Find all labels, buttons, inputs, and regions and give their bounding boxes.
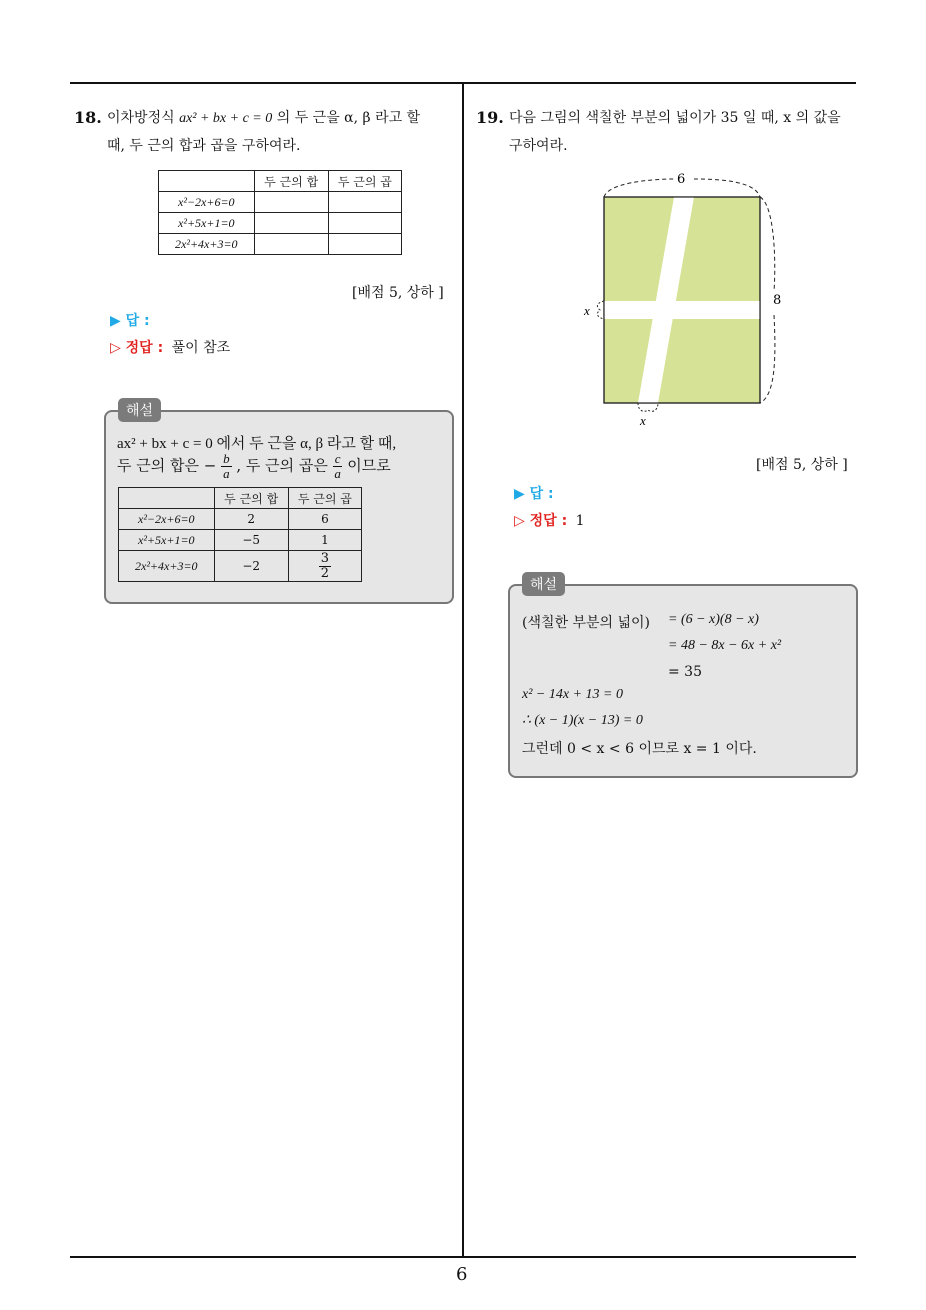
q19-text-line1: 다음 그림의 색칠한 부분의 넓이가 35 일 때, x 의 값을 <box>509 110 841 126</box>
q18-text-pre: 이차방정식 <box>107 110 175 126</box>
page-number: 6 <box>456 1264 468 1285</box>
q19-score: [배점 5, 상하 ] <box>756 457 848 473</box>
q18-table-prod-cell <box>328 213 401 234</box>
bottom-brace <box>638 403 658 411</box>
q18-text-line2: 때, 두 근의 합과 곱을 구하여라. <box>107 138 301 154</box>
q18-sol-table-header-sum: 두 근의 합 <box>214 488 288 509</box>
q18-table-header-prod: 두 근의 곱 <box>328 171 401 192</box>
q18-sol-prod <box>288 551 361 582</box>
q18-table-eq: 2x²+4x+3=0 <box>159 234 255 255</box>
table-row <box>159 192 402 213</box>
horizontal-strip <box>604 301 760 319</box>
q19-solution-tag: 해설 <box>522 572 565 596</box>
fraction-denominator: a <box>334 466 341 481</box>
q18-text-line1 <box>107 104 420 133</box>
q18-sol-sum: −2 <box>214 551 288 582</box>
q18-sol-eq: 2x²+4x+3=0 <box>119 551 215 582</box>
q18-solution-tag: 해설 <box>118 398 161 422</box>
q18-text-post: 의 두 근을 α, β 라고 할 <box>276 110 421 126</box>
q18-table-corner <box>159 171 255 192</box>
q19-correct <box>514 510 585 530</box>
q18-solution-line2 <box>117 452 391 481</box>
q18-prod-fraction <box>333 452 343 481</box>
q18-solution-line1: ax² + bx + c = 0 에서 두 근을 α, β 라고 할 때, <box>117 436 397 452</box>
q19-solution-line5: ∴ (x − 1)(x − 13) = 0 <box>522 713 643 728</box>
q18-sol-sum: −5 <box>214 530 288 551</box>
q18-table-prod-cell <box>328 234 401 255</box>
q19-solution-line6: 그런데 0 < x < 6 이므로 x = 1 이다. <box>522 741 757 757</box>
q18-number: 18. <box>74 108 102 127</box>
label-x-bottom: x <box>640 413 646 428</box>
fraction-numerator: c <box>334 451 341 466</box>
fraction-numerator: 3 <box>320 550 330 566</box>
q19-solution-line2: = 48 − 8x − 6x + x² <box>668 638 782 653</box>
q18-table-sum-cell <box>254 234 328 255</box>
fraction-numerator: b <box>223 451 230 466</box>
q18-table <box>158 170 402 255</box>
q18-sol-prod: 1 <box>288 530 361 551</box>
q19-correct-value: 1 <box>575 513 585 529</box>
q18-table-sum-cell <box>254 213 328 234</box>
table-row <box>119 551 362 582</box>
q18-table-header-sum: 두 근의 합 <box>254 171 328 192</box>
label-x-side: x <box>584 303 590 318</box>
q19-figure <box>570 165 800 440</box>
q18-table-prod-cell <box>328 192 401 213</box>
q18-solution-table <box>118 487 362 582</box>
q19-text-line2: 구하여라. <box>509 138 568 154</box>
fraction-denominator: 2 <box>320 565 330 581</box>
q19-answer-label: ▶ 답 : <box>514 486 554 502</box>
q18-sol-table-corner <box>119 488 215 509</box>
q18-sum-text: 두 근의 합은 − <box>117 456 217 475</box>
q18-correct <box>110 337 230 357</box>
label-height: 8 <box>773 293 782 308</box>
q19-correct-label: ▷ 정답 : <box>514 513 568 529</box>
bottom-rule <box>70 1256 856 1258</box>
q19-number: 19. <box>476 108 504 127</box>
q19-solution-line1-left: (색칠한 부분의 넓이) <box>522 615 651 631</box>
table-row <box>159 213 402 234</box>
q18-correct-label: ▷ 정답 : <box>110 340 164 356</box>
q18-score: [배점 5, 상하 ] <box>352 285 444 301</box>
q18-sol-sum: 2 <box>214 509 288 530</box>
q18-sol-table-header-prod: 두 근의 곱 <box>288 488 361 509</box>
q18-equation: ax² + bx + c = 0 <box>179 111 273 126</box>
q18-answer-label: ▶ 답 : <box>110 313 150 329</box>
q18-table-sum-cell <box>254 192 328 213</box>
q18-sol-prod-fraction <box>319 552 331 581</box>
q18-correct-value: 풀이 참조 <box>171 340 231 356</box>
q18-sol-prod: 6 <box>288 509 361 530</box>
q18-sum-fraction <box>221 452 232 481</box>
q18-sol-eq: x²−2x+6=0 <box>119 509 215 530</box>
left-brace <box>597 301 604 319</box>
q18-prod-text: , 두 근의 곱은 <box>236 456 328 475</box>
table-row <box>119 509 362 530</box>
q18-table-eq: x²−2x+6=0 <box>159 192 255 213</box>
table-row <box>119 530 362 551</box>
label-width: 6 <box>677 172 686 187</box>
q19-solution-line4: x² − 14x + 13 = 0 <box>522 687 623 702</box>
q19-solution-line1-right: = (6 − x)(8 − x) <box>668 612 759 627</box>
table-row <box>159 234 402 255</box>
q18-sol-eq: x²+5x+1=0 <box>119 530 215 551</box>
q19-solution-line3: = 35 <box>668 664 702 680</box>
q18-therefore-text: 이므로 <box>347 456 391 475</box>
q18-table-eq: x²+5x+1=0 <box>159 213 255 234</box>
fraction-denominator: a <box>223 466 230 481</box>
column-divider <box>462 82 464 1257</box>
